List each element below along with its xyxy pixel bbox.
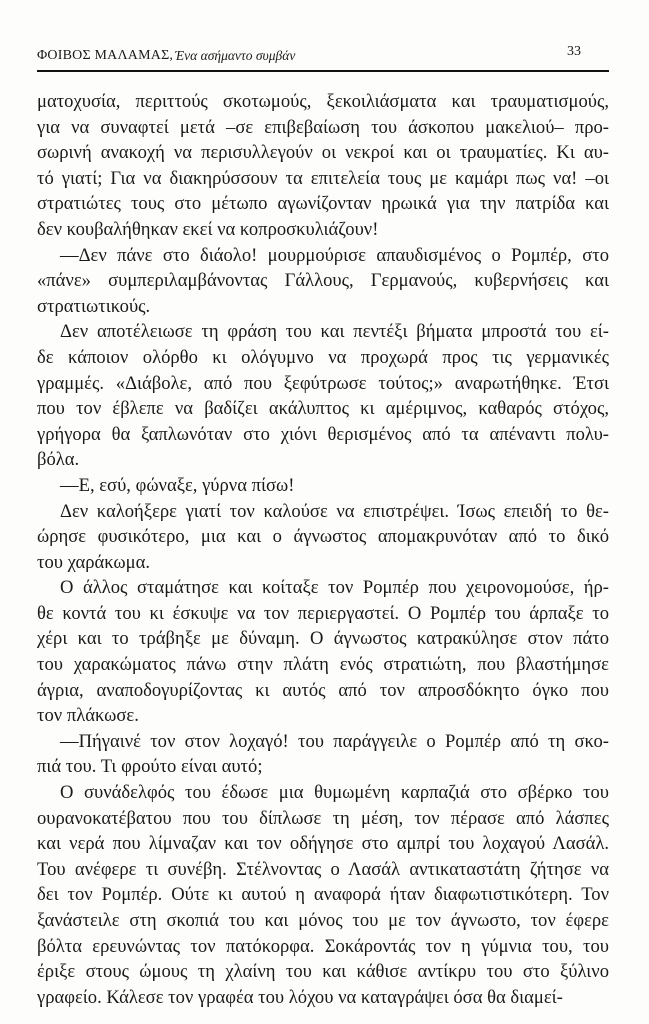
paragraph xyxy=(37,319,609,473)
text-line: δει τον Ρομπέρ. Ούτε κι αυτού η αναφορά ήταν διαφωτιστικότερη. Τον xyxy=(37,884,609,906)
text-line: έριξε στους ώμους τη χλαίνη του και κάθισε αντίκρυ του στο ξύλινο xyxy=(37,961,609,983)
text-line: ουρανοκατέβατου που του δίπλωσε τη μέση, τον πέρασε από λάσπες xyxy=(37,807,609,829)
text-line: για να συναφτεί μετά –σε επιβεβαίωση του άσκοπου μακελιού– προ- xyxy=(37,116,609,138)
text-line: «πάνε» συμπεριλαμβάνοντας Γάλλους, Γερμανούς, κυβερνήσεις και xyxy=(37,270,609,292)
running-header xyxy=(37,44,609,72)
text-line: γρήγορα θα ξαπλωνόταν στο χιόνι θερισμένος από τα απέναντι πολυ- xyxy=(37,423,609,445)
text-line: δε κάποιον ολόρθο κι ολόγυμνο να προχωρά προς τις γερμανικές xyxy=(37,346,609,368)
paragraph xyxy=(37,89,609,243)
text-line: —Ε, εσύ, φώναξε, γύρνα πίσω! xyxy=(60,474,295,496)
text-line: βόλτα ερευνώντας τον πατόκορφα. Σοκάροντάς τον η γύμνια του, του xyxy=(37,935,609,957)
header-author: ΦΟΙΒΟΣ ΜΑΛΑΜΑΣ, xyxy=(37,48,174,63)
paragraph xyxy=(37,729,609,780)
paragraph xyxy=(37,575,609,729)
text-line: του χαρακώματος πάνω στην πλάτη ενός στρατιώτη, που βλαστήμησε xyxy=(37,654,609,676)
text-line: Δεν αποτέλειωσε τη φράση του και πεντέξι βήματα μπροστά του εί- xyxy=(60,321,609,343)
text-line: γραφείο. Κάλεσε τον γραφέα του λόχου να καταγράψει όσα θα διαμεί- xyxy=(37,986,563,1008)
text-line: τό γιατί; Για να διακηρύσσουν τα επιτελεία τους με καμάρι πως να! –οι xyxy=(37,167,609,189)
text-line: που τον έβλεπε να βαδίζει ακάλυπτος κι αμέριμνος, καθαρός στόχος, xyxy=(37,398,609,420)
paragraph xyxy=(37,499,609,576)
text-line: βόλα. xyxy=(37,449,80,471)
text-line: γραμμές. «Διάβολε, από που ξεφύτρωσε τούτος;» αναρωτήθηκε. Έτσι xyxy=(37,372,609,394)
text-line: Ο συνάδελφός του έδωσε μια θυμωμένη καρπαζιά στο σβέρκο του xyxy=(60,782,609,804)
text-line: στρατιωτικούς. xyxy=(37,295,151,317)
text-line: του χαράκωμα. xyxy=(37,551,151,573)
text-line: θε κοντά του κι έσκυψε να τον περιεργαστεί. Ο Ρομπέρ του άρπαξε το xyxy=(37,602,609,624)
text-line: και νερά που λίμναζαν και τον οδήγησε στο αμπρί του λοχαγού Λασάλ. xyxy=(37,833,609,855)
paragraph xyxy=(37,243,609,320)
text-line: χέρι και το τράβηξε με δύναμη. Ο άγνωστος κατρακύλησε στον πάτο xyxy=(37,628,609,650)
text-line: άγρια, αναποδογυρίζοντας κι αυτός από τον απροσδόκητο όγκο που xyxy=(37,679,609,701)
page-number: 33 xyxy=(567,44,581,59)
text-line: πιά του. Τι φρούτο είναι αυτό; xyxy=(37,756,263,778)
text-line: Ο άλλος σταμάτησε και κοίταξε τον Ρομπέρ που χειρονομούσε, ήρ- xyxy=(60,577,609,599)
paragraph xyxy=(37,473,609,499)
text-line: —Πήγαινέ τον στον λοχαγό! του παράγγειλε ο Ρομπέρ από τη σκο- xyxy=(60,730,609,752)
text-line: ώρησε φυσικότερο, μια και ο άγνωστος απομακρυνόταν από το δικό xyxy=(37,526,609,548)
text-line: δεν κουβαλήθηκαν εκεί να κοπροσκυλιάζουν! xyxy=(37,218,379,240)
text-line: Δεν καλοήξερε γιατί τον καλούσε να επιστρέψει. Ίσως επειδή το θε- xyxy=(60,500,609,522)
text-line: —Δεν πάνε στο διάολο! μουρμούρισε απαυδισμένος ο Ρομπέρ, στο xyxy=(60,244,609,266)
header-title: Ένα ασήμαντο συμβάν xyxy=(175,48,296,63)
text-line: Του ανέφερε τι συνέβη. Στέλνοντας ο Λασάλ αντικαταστάτη ζήτησε να xyxy=(37,858,609,880)
page-body-text xyxy=(37,89,609,1010)
text-line: τον πλάκωσε. xyxy=(37,705,139,727)
text-line: σωρινή ανακοχή να περισυλλεγούν οι νεκροί και οι τραυματίες. Κι αυ- xyxy=(37,142,609,164)
text-line: ξανάστειλε στη σκοπιά του και μόνος του με τον άγνωστο, τον έφερε xyxy=(37,910,609,931)
paragraph xyxy=(37,780,609,1010)
text-line: ματοχυσία, περιττούς σκοτωμούς, ξεκοιλιάσματα και τραυματισμούς, xyxy=(37,91,609,112)
text-line: στρατιώτες τους στο μέτωπο αγωνίζονταν ηρωικά για την πατρίδα και xyxy=(37,193,609,215)
